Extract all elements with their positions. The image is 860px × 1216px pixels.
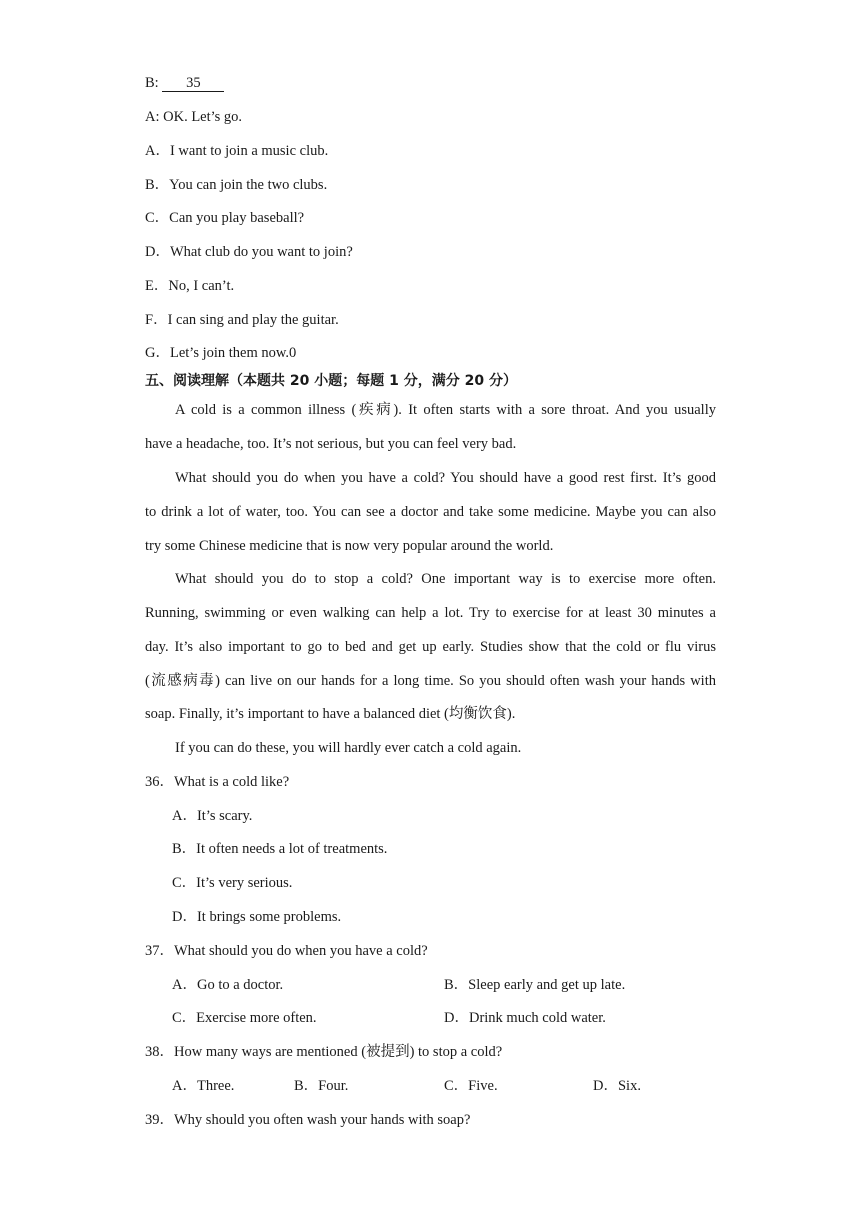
choice-d: D．What club do you want to join? [145, 244, 353, 260]
q38-option-a: A．Three. [172, 1078, 235, 1094]
passage-p3-line5: soap. Finally, it’s important to have a balanced diet (均衡饮食). [145, 706, 516, 722]
q36-option-b: B．It often needs a lot of treatments. [172, 841, 388, 857]
q37-option-b: B．Sleep early and get up late. [444, 977, 626, 993]
passage-p2-line3: try some Chinese medicine that is now very popular around the world. [145, 538, 554, 554]
passage-p2-line1: What should you do when you have a cold? You should have a good rest first. It’s good [175, 470, 716, 486]
question-39: 39．Why should you often wash your hands with soap? [145, 1112, 471, 1128]
q36-option-d: D．It brings some problems. [172, 909, 342, 925]
speaker-b: B: [145, 75, 159, 91]
q37-option-c: C．Exercise more often. [172, 1010, 317, 1026]
q36-option-c: C．It’s very serious. [172, 875, 293, 891]
dialogue-line-b [145, 74, 224, 92]
choice-c: C．Can you play baseball? [145, 210, 305, 226]
passage-p1-line1: A cold is a common illness (疾病). It often starts with a sore throat. And you usually [175, 402, 716, 418]
question-37: 37．What should you do when you have a cold? [145, 943, 428, 959]
q38-option-d: D．Six. [593, 1078, 641, 1094]
q37-option-d: D．Drink much cold water. [444, 1010, 606, 1026]
passage-p4: If you can do these, you will hardly ever catch a cold again. [175, 740, 522, 756]
q37-option-a: A．Go to a doctor. [172, 977, 284, 993]
blank-35: 35 [162, 76, 224, 92]
passage-p1-line2: have a headache, too. It’s not serious, but you can feel very bad. [145, 436, 517, 452]
choice-a: A．I want to join a music club. [145, 143, 329, 159]
q38-option-c: C．Five. [444, 1078, 498, 1094]
passage-p3-line1: What should you do to stop a cold? One important way is to exercise more often. [175, 571, 716, 587]
question-38: 38．How many ways are mentioned (被提到) to stop a cold? [145, 1044, 503, 1060]
q36-option-a: A．It’s scary. [172, 808, 253, 824]
passage-p3-line4: (流感病毒) can live on our hands for a long time. So you should often wash your hands with [145, 673, 716, 689]
question-36: 36．What is a cold like? [145, 774, 290, 790]
passage-p3-line3: day. It’s also important to go to bed and get up early. Studies show that the cold or flu virus [145, 639, 716, 655]
choice-b: B．You can join the two clubs. [145, 177, 328, 193]
q38-option-b: B．Four. [294, 1078, 349, 1094]
passage-p3-line2: Running, swimming or even walking can help a lot. Try to exercise for at least 30 minutes a [145, 605, 716, 621]
dialogue-line-a: A: OK. Let’s go. [145, 109, 243, 125]
choice-f: F．I can sing and play the guitar. [145, 312, 339, 328]
section-heading: 五、阅读理解（本题共 20 小题；每题 1 分，满分 20 分） [145, 373, 517, 389]
choice-e: E．No, I can’t. [145, 278, 235, 294]
passage-p2-line2: to drink a lot of water, too. You can see a doctor and take some medicine. Maybe you can also [145, 504, 716, 520]
choice-g: G．Let’s join them now.0 [145, 345, 297, 361]
